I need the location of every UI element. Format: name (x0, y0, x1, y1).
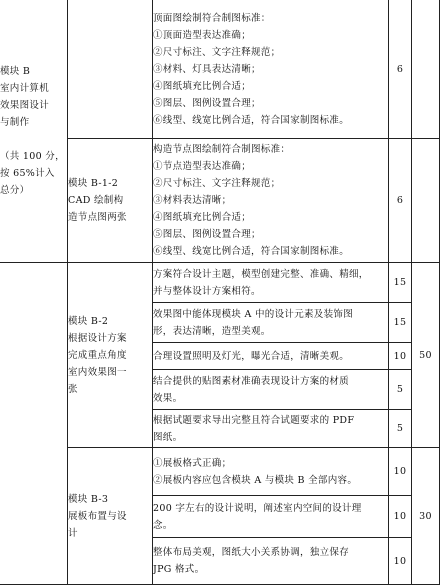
criterion-line: ②展板内容应包含模块 A 与模块 B 全部内容。 (153, 474, 358, 486)
requirement-line: ④图纸填充比例合适； (153, 212, 252, 223)
requirement-line: 顶面图绘制符合制图标准： (153, 12, 271, 24)
score-b3-2: 10 (389, 496, 412, 538)
total-empty (412, 139, 440, 263)
criterion-line: 图纸。 (153, 431, 183, 443)
criterion-line: 效果。 (153, 392, 183, 404)
criterion-b3-1 (153, 448, 389, 496)
criterion-line: 念。 (153, 519, 173, 531)
criterion-line: 效果图中能体现模块 A 中的设计元素及装饰图 (153, 308, 354, 320)
sub-label-line: 室内效果图一 (68, 366, 127, 378)
criterion-line: 形，表达清晰，造型美观。 (153, 325, 271, 337)
requirement-line: ⑥线型、线宽比例合适，符合国家制图标准。 (153, 114, 350, 126)
criterion-b3-3 (153, 538, 389, 585)
sub-label-line: 模块 B-2 (68, 315, 109, 327)
sub-module-b11-label (68, 0, 153, 139)
score-b3-3: 10 (389, 538, 412, 585)
criterion-line: 合理设置照明及灯光，曝光合适，清晰美观。 (153, 350, 350, 362)
score-b2-5: 5 (389, 410, 412, 448)
requirement-line: 构造节点图绘制符合制图标准： (153, 144, 291, 155)
module-b-title-line: 与制作 (0, 117, 30, 128)
criterion-b3-2 (153, 496, 389, 538)
criterion-line: JPG 格式。 (153, 564, 205, 575)
total-empty (412, 0, 440, 139)
module-b-title-line: 模块 B (0, 66, 31, 77)
score-b2-3: 10 (389, 343, 412, 370)
score-b2-4: 5 (389, 370, 412, 410)
sub-module-b2-label (68, 263, 153, 448)
criterion-b2-3 (153, 343, 389, 370)
score-b2-1: 15 (389, 263, 412, 303)
score-b2-2: 15 (389, 303, 412, 343)
module-b-note-line: （共 100 分， (0, 151, 65, 162)
score-b3-1: 10 (389, 448, 412, 496)
criterion-line: 并与整体设计方案相符。 (153, 285, 261, 297)
requirement-line: ③材料、灯具表达清晰； (153, 63, 261, 75)
criterion-line: 根据试题要求导出完整且符合试题要求的 PDF (153, 414, 355, 426)
sub-module-b12-label (68, 139, 153, 263)
requirement-line: ⑤图层、图例设置合理； (153, 97, 261, 109)
sub-label-line: 模块 B-1-2 (68, 178, 119, 189)
requirement-line: ⑤图层、图例设置合理； (153, 229, 261, 240)
module-b-title-line: 效果图设计 (0, 100, 50, 111)
requirements-b12 (153, 139, 389, 263)
sub-label-line: 完成重点角度 (68, 349, 127, 361)
module-b-note-line: 总分） (0, 185, 30, 196)
sub-label-line: 张 (68, 383, 78, 395)
module-b-title-line: 室内计算机 (0, 83, 50, 94)
criterion-b2-5 (153, 410, 389, 448)
requirement-line: ④图纸填充比例合适； (153, 80, 252, 92)
requirement-line: ③材料表达清晰； (153, 195, 232, 206)
module-b-note-line: 按 65%计入 (0, 168, 55, 179)
requirement-line: ②尺寸标注、文字注释规范； (153, 178, 281, 189)
criterion-b2-4 (153, 370, 389, 410)
score-b12: 6 (389, 139, 412, 263)
requirements-b11 (153, 0, 389, 139)
sub-label-line: 根据设计方案 (68, 332, 127, 344)
sub-label-line: 模块 B-3 (68, 493, 109, 505)
criterion-line: 200 字左右的设计说明，阐述室内空间的设计理 (153, 502, 362, 514)
criterion-line: 结合提供的贴图素材准确表现设计方案的材质 (153, 375, 350, 387)
criterion-line: 方案符合设计主题，模型创建完整、准确、精细， (153, 268, 369, 280)
criterion-line: 整体布局美观，图纸大小关系协调，独立保存 (153, 547, 350, 558)
sub-label-line: CAD 绘制构 (68, 195, 124, 206)
requirement-line: ①顶面造型表达准确； (153, 29, 252, 41)
sub-module-b3-label (68, 448, 153, 585)
module-b-left-empty (0, 263, 68, 585)
score-b11: 6 (389, 0, 412, 139)
criterion-b2-1 (153, 263, 389, 303)
table-row-b11 (0, 0, 440, 139)
requirement-line: ①节点造型表达准确； (153, 161, 252, 172)
total-b3: 30 (412, 448, 440, 585)
sub-label-line: 展板布置与设 (68, 510, 127, 522)
requirement-line: ⑥线型、线宽比例合适，符合国家制图标准。 (153, 246, 350, 257)
requirement-line: ②尺寸标注、文字注释规范； (153, 46, 281, 58)
table-row-b2-1 (0, 263, 440, 303)
criterion-b2-2 (153, 303, 389, 343)
criterion-line: ①展板格式正确； (153, 457, 232, 469)
total-b2: 50 (412, 263, 440, 448)
module-b-cell (0, 0, 68, 263)
sub-label-line: 造节点图两张 (68, 212, 127, 223)
sub-label-line: 计 (68, 527, 78, 539)
